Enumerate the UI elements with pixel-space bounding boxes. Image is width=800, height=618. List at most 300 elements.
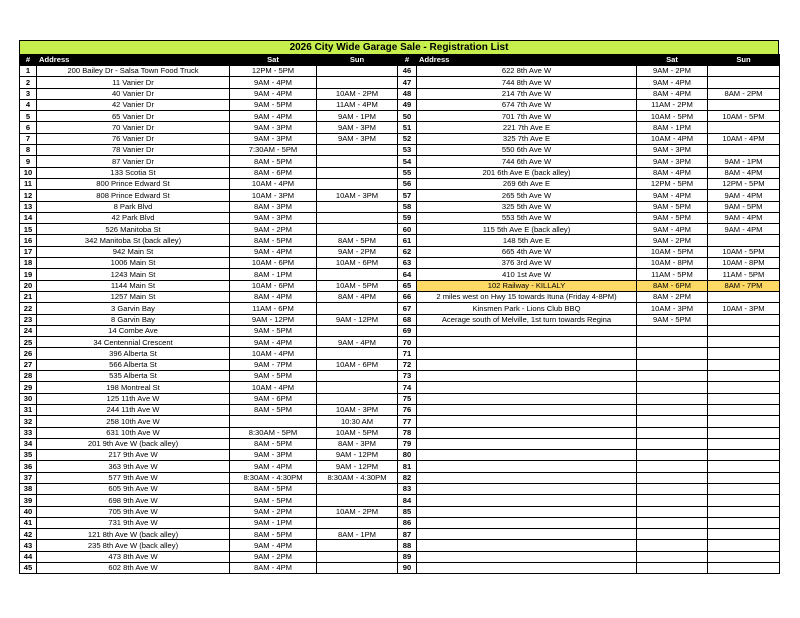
table-row (20, 438, 780, 449)
entry-sat-hours (637, 461, 708, 472)
entry-sat-hours: 9AM - 4PM (637, 77, 708, 88)
table-row (20, 66, 780, 77)
entry-number: 72 (398, 359, 417, 370)
entry-sat-hours: 9AM - 5PM (637, 212, 708, 223)
entry-address: 808 Prince Edward St (37, 190, 230, 201)
entry-address: 325 7th Ave E (417, 133, 637, 144)
table-row (20, 359, 780, 370)
entry-sat-hours: 9AM - 4PM (230, 77, 317, 88)
entry-address: 396 Alberta St (37, 348, 230, 359)
entry-number: 7 (20, 133, 37, 144)
entry-sun-hours (708, 99, 780, 110)
entry-number: 52 (398, 133, 417, 144)
entry-sat-hours: 10AM - 3PM (637, 303, 708, 314)
entry-sun-hours: 10:30 AM (317, 416, 398, 427)
entry-number: 18 (20, 258, 37, 269)
entry-sat-hours (637, 416, 708, 427)
entry-sun-hours (708, 517, 780, 528)
entry-address: 602 8th Ave W (37, 563, 230, 574)
entry-number: 4 (20, 99, 37, 110)
entry-address: 102 Railway - KILLALY (417, 280, 637, 291)
entry-address: 566 Alberta St (37, 359, 230, 370)
entry-number: 39 (20, 495, 37, 506)
entry-sun-hours (317, 303, 398, 314)
entry-number: 27 (20, 359, 37, 370)
entry-number: 57 (398, 190, 417, 201)
entry-address: 201 9th Ave W (back alley) (37, 438, 230, 449)
entry-sun-hours (708, 483, 780, 494)
entry-address: 363 9th Ave W (37, 461, 230, 472)
table-row (20, 517, 780, 528)
entry-number: 36 (20, 461, 37, 472)
entry-sat-hours: 10AM - 4PM (230, 178, 317, 189)
entry-address: 1006 Main St (37, 258, 230, 269)
entry-sat-hours: 9AM - 4PM (230, 246, 317, 257)
entry-number: 69 (398, 325, 417, 336)
entry-number: 78 (398, 427, 417, 438)
table-row (20, 529, 780, 540)
entry-address: 214 7th Ave W (417, 88, 637, 99)
entry-number: 81 (398, 461, 417, 472)
entry-sat-hours: 11AM - 5PM (637, 269, 708, 280)
entry-sun-hours: 10AM - 6PM (317, 258, 398, 269)
entry-number: 17 (20, 246, 37, 257)
entry-address (417, 416, 637, 427)
entry-address (417, 517, 637, 528)
entry-sun-hours: 10AM - 5PM (317, 280, 398, 291)
entry-number: 46 (398, 66, 417, 77)
entry-number: 68 (398, 314, 417, 325)
entry-sun-hours (708, 393, 780, 404)
table-row (20, 190, 780, 201)
entry-address: 87 Vanier Dr (37, 156, 230, 167)
entry-address: 325 5th Ave W (417, 201, 637, 212)
entry-sat-hours: 8:30AM - 5PM (230, 427, 317, 438)
table-row (20, 483, 780, 494)
entry-number: 1 (20, 66, 37, 77)
entry-sun-hours (708, 314, 780, 325)
entry-address (417, 427, 637, 438)
entry-sat-hours: 8AM - 5PM (230, 235, 317, 246)
entry-sun-hours: 9AM - 4PM (708, 212, 780, 223)
entry-address: 244 11th Ave W (37, 404, 230, 415)
entry-number: 30 (20, 393, 37, 404)
entry-number: 3 (20, 88, 37, 99)
entry-address: 3 Garvin Bay (37, 303, 230, 314)
entry-sat-hours (637, 563, 708, 574)
entry-number: 66 (398, 291, 417, 302)
table-row (20, 382, 780, 393)
table-row (20, 280, 780, 291)
entry-sun-hours (317, 551, 398, 562)
entry-sat-hours: 8AM - 5PM (230, 483, 317, 494)
entry-number: 29 (20, 382, 37, 393)
entry-address: Kinsmen Park - Lions Club BBQ (417, 303, 637, 314)
entry-sat-hours: 8AM - 5PM (230, 438, 317, 449)
entry-sat-hours: 9AM - 3PM (230, 212, 317, 223)
entry-sun-hours: 12PM - 5PM (708, 178, 780, 189)
col-header-sat: Sat (230, 55, 317, 66)
entry-sat-hours: 7:30AM - 5PM (230, 145, 317, 156)
entry-number: 19 (20, 269, 37, 280)
entry-sat-hours: 9AM - 2PM (637, 66, 708, 77)
entry-sat-hours: 9AM - 12PM (230, 314, 317, 325)
entry-number: 23 (20, 314, 37, 325)
entry-number: 43 (20, 540, 37, 551)
entry-sat-hours: 8AM - 5PM (230, 156, 317, 167)
entry-sun-hours: 10AM - 5PM (708, 246, 780, 257)
entry-sun-hours: 11AM - 4PM (317, 99, 398, 110)
entry-address: 605 9th Ave W (37, 483, 230, 494)
entry-sun-hours (317, 269, 398, 280)
entry-sun-hours: 10AM - 3PM (317, 190, 398, 201)
entry-address: 577 9th Ave W (37, 472, 230, 483)
entry-number: 16 (20, 235, 37, 246)
entry-address (417, 472, 637, 483)
entry-sun-hours (317, 483, 398, 494)
entry-sun-hours (317, 348, 398, 359)
entry-sun-hours: 8AM - 4PM (708, 167, 780, 178)
entry-number: 26 (20, 348, 37, 359)
entry-sat-hours: 9AM - 3PM (230, 133, 317, 144)
table-row (20, 337, 780, 348)
entry-number: 61 (398, 235, 417, 246)
entry-sun-hours (317, 540, 398, 551)
entry-number: 47 (398, 77, 417, 88)
entry-sat-hours: 10AM - 8PM (637, 258, 708, 269)
table-row (20, 303, 780, 314)
entry-number: 79 (398, 438, 417, 449)
table-row (20, 156, 780, 167)
entry-number: 65 (398, 280, 417, 291)
entry-number: 32 (20, 416, 37, 427)
entry-number: 42 (20, 529, 37, 540)
table-row (20, 201, 780, 212)
entry-sun-hours (708, 529, 780, 540)
entry-number: 86 (398, 517, 417, 528)
entry-number: 33 (20, 427, 37, 438)
entry-address: 701 7th Ave W (417, 111, 637, 122)
entry-address (417, 404, 637, 415)
entry-sat-hours (637, 517, 708, 528)
table-row (20, 235, 780, 246)
table-row (20, 111, 780, 122)
entry-sat-hours (637, 450, 708, 461)
entry-number: 54 (398, 156, 417, 167)
entry-sun-hours (708, 495, 780, 506)
sheet-title: 2026 City Wide Garage Sale - Registration List (19, 40, 779, 54)
entry-address: 376 3rd Ave W (417, 258, 637, 269)
entry-address: 121 8th Ave W (back alley) (37, 529, 230, 540)
entry-sun-hours: 8AM - 3PM (317, 438, 398, 449)
entry-number: 6 (20, 122, 37, 133)
entry-sat-hours: 9AM - 4PM (637, 190, 708, 201)
entry-sun-hours (708, 371, 780, 382)
entry-number: 41 (20, 517, 37, 528)
table-row (20, 427, 780, 438)
entry-number: 73 (398, 371, 417, 382)
entry-sun-hours: 9AM - 4PM (708, 224, 780, 235)
entry-address (417, 495, 637, 506)
entry-sat-hours (637, 529, 708, 540)
entry-address: 473 8th Ave W (37, 551, 230, 562)
entry-address: 731 9th Ave W (37, 517, 230, 528)
table-row (20, 167, 780, 178)
table-row (20, 212, 780, 223)
entry-sat-hours (637, 472, 708, 483)
entry-number: 85 (398, 506, 417, 517)
entry-sat-hours: 12PM - 5PM (637, 178, 708, 189)
entry-address (417, 382, 637, 393)
col-header-num: # (20, 55, 37, 66)
entry-sat-hours: 10AM - 6PM (230, 280, 317, 291)
entry-number: 11 (20, 178, 37, 189)
entry-sun-hours (317, 382, 398, 393)
entry-sat-hours: 8AM - 1PM (230, 269, 317, 280)
entry-number: 87 (398, 529, 417, 540)
entry-address (417, 450, 637, 461)
entry-sat-hours: 8AM - 6PM (637, 280, 708, 291)
entry-address (417, 563, 637, 574)
entry-sun-hours: 9AM - 3PM (317, 133, 398, 144)
entry-address: 942 Main St (37, 246, 230, 257)
entry-sun-hours (708, 540, 780, 551)
entry-number: 76 (398, 404, 417, 415)
entry-address: 200 Bailey Dr - Salsa Town Food Truck (37, 66, 230, 77)
table-row (20, 551, 780, 562)
entry-sat-hours: 9AM - 4PM (230, 337, 317, 348)
entry-sat-hours: 9AM - 4PM (230, 540, 317, 551)
entry-address: 800 Prince Edward St (37, 178, 230, 189)
entry-sat-hours: 8AM - 6PM (230, 167, 317, 178)
entry-address: 2 miles west on Hwy 15 towards Ituna (Friday 4-8PM) (417, 291, 637, 302)
table-row (20, 325, 780, 336)
entry-number: 80 (398, 450, 417, 461)
entry-address: 631 10th Ave W (37, 427, 230, 438)
entry-number: 89 (398, 551, 417, 562)
entry-sat-hours: 10AM - 5PM (637, 246, 708, 257)
entry-address: 148 5th Ave E (417, 235, 637, 246)
entry-address: 8 Garvin Bay (37, 314, 230, 325)
entry-number: 22 (20, 303, 37, 314)
entry-address: 410 1st Ave W (417, 269, 637, 280)
table-row (20, 258, 780, 269)
entry-sat-hours (637, 325, 708, 336)
entry-sat-hours (637, 404, 708, 415)
table-row (20, 145, 780, 156)
table-row (20, 404, 780, 415)
entry-number: 25 (20, 337, 37, 348)
entry-sun-hours (708, 382, 780, 393)
entry-number: 84 (398, 495, 417, 506)
entry-number: 13 (20, 201, 37, 212)
entry-address: 550 6th Ave W (417, 145, 637, 156)
entry-address: 40 Vanier Dr (37, 88, 230, 99)
entry-sat-hours: 9AM - 3PM (230, 450, 317, 461)
entry-sat-hours: 9AM - 2PM (230, 506, 317, 517)
entry-sun-hours (317, 563, 398, 574)
entry-sat-hours: 8AM - 1PM (637, 122, 708, 133)
entry-number: 53 (398, 145, 417, 156)
registration-sheet (19, 40, 779, 574)
entry-number: 38 (20, 483, 37, 494)
entry-number: 5 (20, 111, 37, 122)
entry-sat-hours: 9AM - 2PM (230, 551, 317, 562)
entry-sat-hours: 9AM - 6PM (230, 393, 317, 404)
col-header-address: Address (417, 55, 637, 66)
entry-address: 34 Centennial Crescent (37, 337, 230, 348)
entry-sat-hours: 12PM - 5PM (230, 66, 317, 77)
entry-number: 60 (398, 224, 417, 235)
entry-number: 21 (20, 291, 37, 302)
entry-sun-hours: 9AM - 1PM (708, 156, 780, 167)
entry-sun-hours (708, 551, 780, 562)
entry-sun-hours: 9AM - 3PM (317, 122, 398, 133)
entry-address (417, 348, 637, 359)
entry-sun-hours (708, 348, 780, 359)
entry-sun-hours: 10AM - 5PM (317, 427, 398, 438)
table-row (20, 291, 780, 302)
entry-address: 125 11th Ave W (37, 393, 230, 404)
entry-sun-hours (708, 66, 780, 77)
entry-sat-hours (637, 438, 708, 449)
entry-sat-hours: 9AM - 5PM (230, 371, 317, 382)
entry-address (417, 551, 637, 562)
entry-sat-hours: 9AM - 5PM (230, 495, 317, 506)
entry-sun-hours (317, 325, 398, 336)
entry-sun-hours: 9AM - 12PM (317, 461, 398, 472)
entry-sun-hours (317, 201, 398, 212)
entry-address (417, 325, 637, 336)
entry-sat-hours (637, 495, 708, 506)
entry-address: 674 7th Ave W (417, 99, 637, 110)
entry-sun-hours: 9AM - 2PM (317, 246, 398, 257)
entry-number: 75 (398, 393, 417, 404)
entry-number: 8 (20, 145, 37, 156)
entry-sat-hours: 10AM - 6PM (230, 258, 317, 269)
entry-address: 8 Park Blvd (37, 201, 230, 212)
entry-address: 744 6th Ave W (417, 156, 637, 167)
entry-number: 56 (398, 178, 417, 189)
entry-sat-hours: 8AM - 5PM (230, 529, 317, 540)
entry-sun-hours: 9AM - 1PM (317, 111, 398, 122)
table-row (20, 77, 780, 88)
entry-number: 58 (398, 201, 417, 212)
entry-number: 15 (20, 224, 37, 235)
entry-sun-hours: 8AM - 2PM (708, 88, 780, 99)
entry-sun-hours (708, 235, 780, 246)
entry-sun-hours (708, 563, 780, 574)
table-row (20, 495, 780, 506)
entry-number: 48 (398, 88, 417, 99)
entry-sun-hours: 10AM - 2PM (317, 88, 398, 99)
entry-sun-hours (317, 517, 398, 528)
entry-sat-hours (637, 382, 708, 393)
entry-sat-hours: 9AM - 3PM (230, 122, 317, 133)
entry-sat-hours: 8AM - 2PM (637, 291, 708, 302)
entry-sun-hours: 10AM - 6PM (317, 359, 398, 370)
entry-number: 28 (20, 371, 37, 382)
entry-number: 37 (20, 472, 37, 483)
col-header-address: Address (37, 55, 230, 66)
entry-sun-hours (708, 472, 780, 483)
table-row (20, 371, 780, 382)
entry-address (417, 359, 637, 370)
entry-sun-hours: 8AM - 7PM (708, 280, 780, 291)
entry-sun-hours (317, 156, 398, 167)
registration-table (19, 54, 780, 574)
entry-sat-hours (637, 371, 708, 382)
entry-address: 1257 Main St (37, 291, 230, 302)
entry-number: 49 (398, 99, 417, 110)
entry-address: 553 5th Ave W (417, 212, 637, 223)
entry-sat-hours: 11AM - 2PM (637, 99, 708, 110)
entry-number: 83 (398, 483, 417, 494)
entry-sun-hours (708, 291, 780, 302)
entry-number: 40 (20, 506, 37, 517)
entry-sun-hours (708, 427, 780, 438)
entry-number: 34 (20, 438, 37, 449)
entry-sat-hours: 10AM - 3PM (230, 190, 317, 201)
entry-sun-hours: 11AM - 5PM (708, 269, 780, 280)
entry-sun-hours: 10AM - 4PM (708, 133, 780, 144)
entry-number: 24 (20, 325, 37, 336)
entry-sun-hours: 9AM - 12PM (317, 450, 398, 461)
entry-sun-hours: 9AM - 4PM (317, 337, 398, 348)
entry-address (417, 483, 637, 494)
entry-sun-hours (708, 450, 780, 461)
entry-sat-hours: 10AM - 4PM (230, 382, 317, 393)
entry-address: 744 8th Ave W (417, 77, 637, 88)
entry-address: 78 Vanier Dr (37, 145, 230, 156)
entry-sun-hours: 10AM - 8PM (708, 258, 780, 269)
entry-sat-hours: 9AM - 4PM (637, 224, 708, 235)
entry-address: 1243 Main St (37, 269, 230, 280)
entry-sun-hours: 8AM - 1PM (317, 529, 398, 540)
entry-address: 705 9th Ave W (37, 506, 230, 517)
entry-address: 1144 Main St (37, 280, 230, 291)
entry-sat-hours: 9AM - 5PM (637, 314, 708, 325)
entry-address: 42 Vanier Dr (37, 99, 230, 110)
entry-sat-hours (230, 416, 317, 427)
entry-sun-hours: 9AM - 4PM (708, 190, 780, 201)
entry-sun-hours (708, 325, 780, 336)
entry-sun-hours (708, 416, 780, 427)
entry-sun-hours: 10AM - 5PM (708, 111, 780, 122)
entry-sun-hours: 8AM - 4PM (317, 291, 398, 302)
entry-sun-hours (708, 337, 780, 348)
entry-sat-hours: 8AM - 4PM (637, 88, 708, 99)
entry-sun-hours (317, 77, 398, 88)
entry-number: 55 (398, 167, 417, 178)
table-row (20, 563, 780, 574)
entry-sat-hours (637, 427, 708, 438)
entry-sat-hours: 9AM - 5PM (637, 201, 708, 212)
entry-address: 698 9th Ave W (37, 495, 230, 506)
entry-number: 44 (20, 551, 37, 562)
entry-sun-hours: 10AM - 2PM (317, 506, 398, 517)
col-header-sun: Sun (708, 55, 780, 66)
entry-number: 71 (398, 348, 417, 359)
entry-sat-hours: 9AM - 3PM (637, 145, 708, 156)
entry-sat-hours: 9AM - 5PM (230, 99, 317, 110)
entry-sat-hours: 10AM - 4PM (637, 133, 708, 144)
entry-sun-hours: 9AM - 5PM (708, 201, 780, 212)
table-row (20, 472, 780, 483)
table-row (20, 540, 780, 551)
table-row (20, 246, 780, 257)
entry-number: 12 (20, 190, 37, 201)
